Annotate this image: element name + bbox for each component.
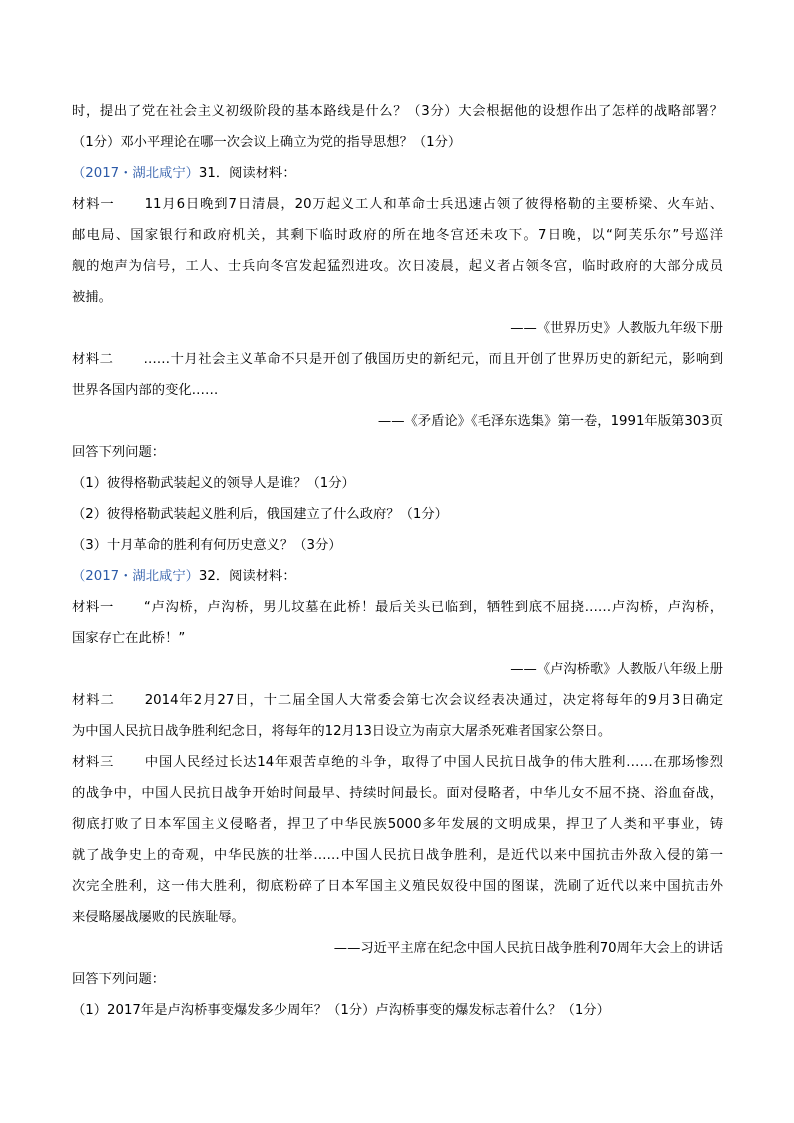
q32-material-3-line-1 <box>72 754 723 772</box>
q31-material-2-line-1 <box>72 351 723 369</box>
q31-material-1-label: 材料一 <box>72 197 115 212</box>
q31-material-1-line-4: 被捕。 <box>72 290 112 305</box>
question-30-line-2: （1分）邓小平理论在哪一次会议上确立为党的指导思想？（1分） <box>72 135 462 150</box>
q32-material-2-line-2: 为中国人民抗日战争胜利纪念日，将每年的12月13日设立为南京大屠杀死难者国家公祭日。 <box>72 724 612 739</box>
q31-material-1-line-1 <box>72 196 723 214</box>
q32-material-3-line-2: 的战争中，中国人民抗日战争开始时间最早、持续时间最长。面对侵略者，中华儿女不屈不挠、浴血奋战， <box>72 786 723 801</box>
q32-material-1-line-1 <box>72 599 723 617</box>
q31-material-2-text-1: ……十月社会主义革命不只是开创了俄国历史的新纪元，而且开创了世界历史的新纪元，影响到 <box>143 352 723 367</box>
q32-material-2-label: 材料二 <box>72 693 115 708</box>
q32-material-3-line-3: 彻底打败了日本军国主义侵略者，捍卫了中华民族5000多年发展的文明成果，捍卫了人类和平事业，铸 <box>72 817 723 832</box>
q31-material-2-citation: ——《矛盾论》《毛泽东选集》第一卷，1991年版第303页 <box>377 414 723 429</box>
q31-subquestion-2: （2）彼得格勒武装起义胜利后，俄国建立了什么政府？（1分） <box>72 507 448 522</box>
q31-material-1-line-2: 邮电局、国家银行和政府机关，其剩下临时政府的所在地冬宫还未攻下。7日晚，以“阿芙乐尔”号巡洋 <box>72 228 723 243</box>
question-32-source: （2017・湖北咸宁） <box>72 569 199 584</box>
q32-material-3-line-4: 就了战争史上的奇观，中华民族的壮举……中国人民抗日战争胜利，是近代以来中国抗击外敌入侵的第一 <box>72 848 723 863</box>
q32-material-1-text-1: “卢沟桥，卢沟桥，男儿坟墓在此桥！最后关头已临到，牺牲到底不屈挠……卢沟桥，卢沟桥， <box>143 600 723 615</box>
q31-material-2-label: 材料二 <box>72 352 114 367</box>
q32-material-1-line-2: 国家存亡在此桥！” <box>72 631 186 646</box>
q32-material-3-text-1: 中国人民经过长达14年艰苦卓绝的斗争，取得了中国人民抗日战争的伟大胜利……在那场惨烈 <box>144 755 723 770</box>
q32-subquestion-1: （1）2017年是卢沟桥事变爆发多少周年？（1分）卢沟桥事变的爆发标志着什么？（1分） <box>72 1003 610 1018</box>
q31-subquestion-3: （3）十月革命的胜利有何历史意义？（3分） <box>72 538 342 553</box>
q31-material-2-line-2: 世界各国内部的变化…… <box>72 383 219 398</box>
q31-material-1-text-1: 11月6日晚到7日清晨，20万起义工人和革命士兵迅速占领了彼得格勒的主要桥梁、火车站、 <box>144 197 723 212</box>
q32-material-3-line-6: 来侵略屡战屡败的民族耻辱。 <box>72 910 245 925</box>
question-31-header <box>72 165 723 183</box>
question-32-header <box>72 568 723 586</box>
q31-material-1-line-3: 舰的炮声为信号，工人、士兵向冬宫发起猛烈进攻。次日凌晨，起义者占领冬宫，临时政府的大部分成员 <box>72 259 723 274</box>
question-31-source: （2017・湖北咸宁） <box>72 166 199 181</box>
q32-material-3-label: 材料三 <box>72 755 115 770</box>
q32-material-2-text-1: 2014年2月27日，十二届全国人大常委会第七次会议经表决通过，决定将每年的9月3日确定 <box>144 693 723 708</box>
q32-material-3-line-5: 次完全胜利，这一伟大胜利，彻底粉碎了日本军国主义殖民奴役中国的图谋，洗刷了近代以来中国抗击外 <box>72 879 723 894</box>
q32-material-3-citation: ——习近平主席在纪念中国人民抗日战争胜利70周年大会上的讲话 <box>333 941 723 956</box>
q31-prompt: 回答下列问题： <box>72 445 166 460</box>
q31-material-1-citation: ——《世界历史》人教版九年级下册 <box>510 321 723 336</box>
question-32-title: 32．阅读材料： <box>198 569 296 584</box>
question-31-title: 31．阅读材料： <box>198 166 296 181</box>
q32-material-1-citation: ——《卢沟桥歌》人教版八年级上册 <box>510 662 723 677</box>
q32-material-1-label: 材料一 <box>72 600 114 615</box>
question-30-line-1: 时，提出了党在社会主义初级阶段的基本路线是什么？（3分）大会根据他的设想作出了怎样的战略部署？ <box>72 104 723 119</box>
q31-subquestion-1: （1）彼得格勒武装起义的领导人是谁？（1分） <box>72 476 355 491</box>
q32-material-2-line-1 <box>72 692 723 710</box>
q32-prompt: 回答下列问题： <box>72 972 166 987</box>
